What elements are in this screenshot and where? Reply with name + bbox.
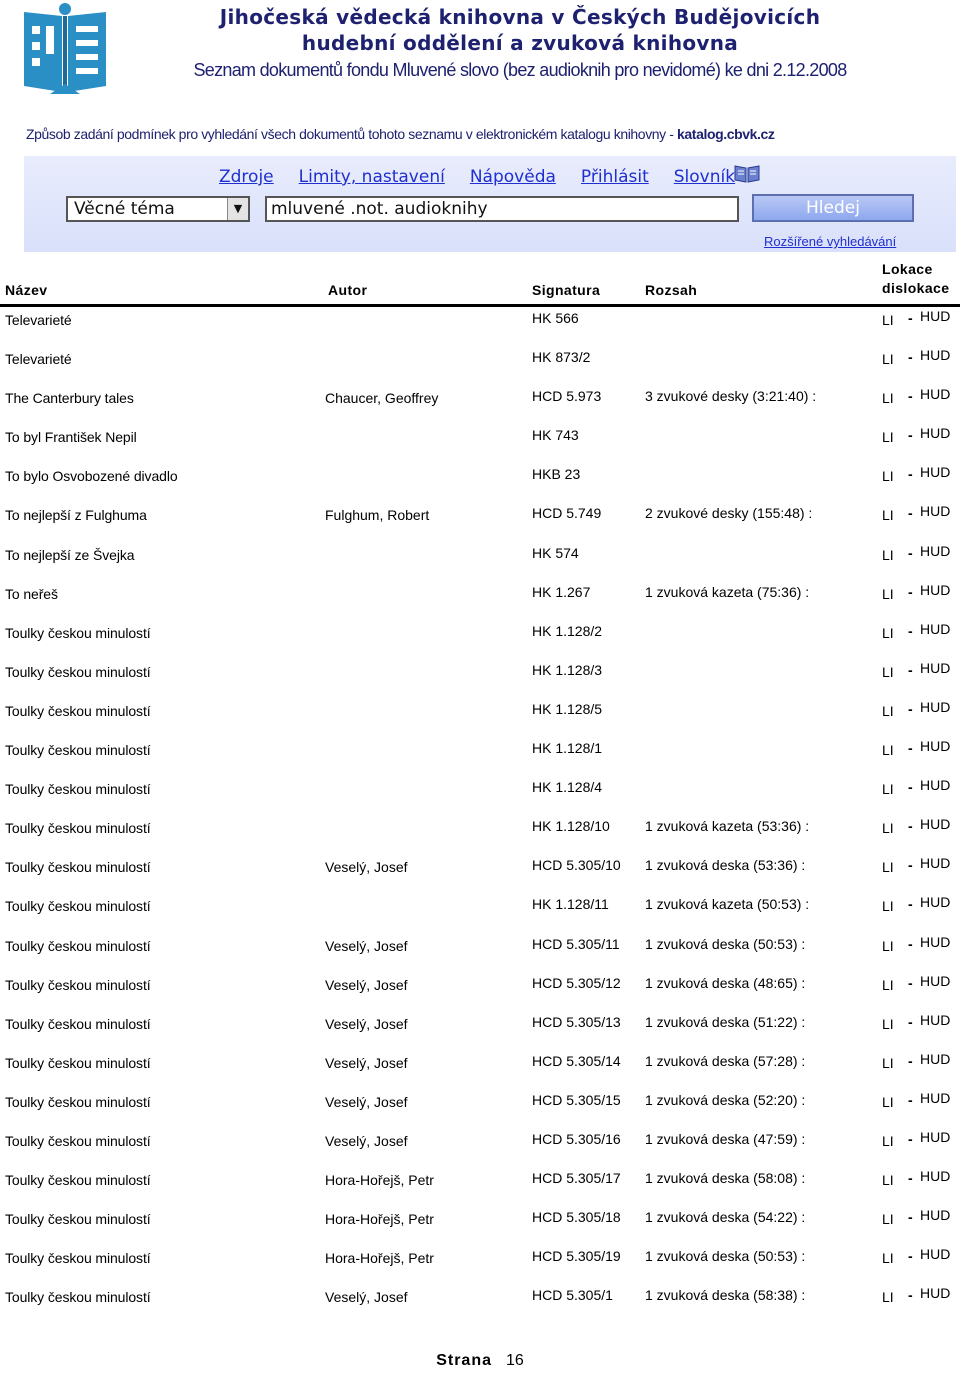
- column-header-author: Autor: [328, 282, 368, 298]
- cell-dislocation: HUD: [920, 698, 951, 715]
- cell-separator: -: [908, 427, 913, 444]
- cell-separator: -: [908, 700, 913, 717]
- cell-signature: HK 1.128/1: [532, 740, 603, 757]
- cell-author: Veselý, Josef: [325, 1132, 408, 1149]
- cell-name: Toulky českou minulostí: [5, 1093, 151, 1110]
- library-name: Jihočeská vědecká knihovna v Českých Budějovicích: [219, 5, 821, 29]
- cell-separator: -: [908, 740, 913, 757]
- cell-separator: -: [908, 935, 913, 952]
- table-row: [0, 779, 960, 818]
- table-row: [0, 1050, 960, 1092]
- cell-author: Hora-Hořejš, Petr: [325, 1250, 434, 1267]
- cell-name: Toulky českou minulostí: [5, 624, 151, 641]
- cell-signature: HCD 5.305/11: [532, 935, 620, 952]
- cell-location: LI: [882, 1093, 894, 1110]
- cell-name: Toulky českou minulostí: [5, 937, 151, 954]
- cell-author: Veselý, Josef: [325, 937, 408, 954]
- library-logo-icon: [20, 2, 110, 98]
- cell-signature: HCD 5.305/10: [532, 857, 621, 874]
- search-field-selected: Věcné téma: [74, 199, 175, 219]
- cell-separator: -: [908, 1091, 913, 1108]
- cell-separator: -: [908, 779, 913, 796]
- cell-name: Televarieté: [5, 312, 72, 328]
- cell-extent: 1 zvuková deska (54:22) :: [645, 1209, 806, 1226]
- catalog-nav: [219, 166, 755, 187]
- page-number: 16: [506, 1352, 524, 1369]
- cell-location: LI: [882, 820, 894, 837]
- cell-separator: -: [908, 818, 913, 835]
- cell-dislocation: HUD: [920, 620, 951, 637]
- cell-location: LI: [882, 898, 894, 915]
- cell-location: LI: [882, 937, 894, 954]
- cell-author: Veselý, Josef: [325, 976, 408, 993]
- cell-signature: HK 873/2: [532, 349, 591, 366]
- cell-extent: 1 zvuková deska (50:53) :: [645, 935, 806, 952]
- cell-separator: -: [908, 857, 913, 874]
- column-header-dislocation: dislokace: [882, 280, 950, 296]
- cell-dislocation: HUD: [920, 503, 951, 520]
- cell-location: LI: [882, 702, 894, 719]
- cell-location: LI: [882, 1054, 894, 1071]
- cell-dislocation: HUD: [920, 581, 951, 598]
- cell-location: LI: [882, 312, 894, 328]
- cell-dislocation: HUD: [920, 542, 951, 559]
- cell-name: Toulky českou minulostí: [5, 1054, 151, 1071]
- cell-signature: HK 574: [532, 544, 579, 561]
- cell-name: To byl František Nepil: [5, 429, 137, 446]
- cell-author: Veselý, Josef: [325, 1015, 408, 1032]
- cell-name: Toulky českou minulostí: [5, 820, 151, 837]
- cell-name: Toulky českou minulostí: [5, 663, 151, 680]
- cell-signature: HCD 5.305/15: [532, 1091, 621, 1108]
- cell-dislocation: HUD: [920, 464, 951, 481]
- cell-name: Toulky českou minulostí: [5, 1211, 151, 1228]
- table-row: [0, 972, 960, 1014]
- dictionary-book-icon[interactable]: [734, 163, 760, 183]
- cell-separator: -: [908, 505, 913, 522]
- cell-signature: HK 566: [532, 310, 579, 326]
- table-row: [0, 896, 960, 935]
- cell-name: Toulky českou minulostí: [5, 1132, 151, 1149]
- cell-signature: HK 1.128/10: [532, 818, 610, 835]
- cell-extent: 1 zvuková deska (48:65) :: [645, 974, 806, 991]
- cell-author: Veselý, Josef: [325, 1093, 408, 1110]
- cell-separator: -: [908, 1248, 913, 1265]
- search-hint: [26, 126, 956, 142]
- cell-dislocation: HUD: [920, 425, 951, 442]
- cell-name: To nejlepší ze Švejka: [5, 546, 135, 563]
- cell-extent: 3 zvukové desky (3:21:40) :: [645, 388, 817, 405]
- cell-location: LI: [882, 976, 894, 993]
- cell-signature: HK 1.128/3: [532, 661, 603, 678]
- chevron-down-icon[interactable]: ▼: [227, 198, 248, 220]
- cell-signature: HCD 5.305/14: [532, 1052, 621, 1069]
- cell-extent: 1 zvuková deska (58:38) :: [645, 1287, 806, 1304]
- cell-dislocation: HUD: [920, 972, 951, 989]
- cell-dislocation: HUD: [920, 1168, 951, 1185]
- cell-extent: 1 zvuková deska (51:22) :: [645, 1013, 806, 1030]
- nav-link-login[interactable]: Přihlásit: [580, 167, 649, 187]
- cell-separator: -: [908, 974, 913, 991]
- table-row: [0, 427, 960, 466]
- catalog-site: katalog.cbvk.cz: [677, 126, 775, 142]
- table-row: [0, 310, 960, 349]
- cell-author: Veselý, Josef: [325, 1054, 408, 1071]
- document-header: [120, 4, 920, 83]
- nav-link-help[interactable]: Nápověda: [469, 167, 556, 187]
- table-row: [0, 1089, 960, 1131]
- cell-location: LI: [882, 1250, 894, 1267]
- cell-dislocation: HUD: [920, 386, 951, 403]
- nav-link-sources[interactable]: Zdroje: [219, 167, 274, 187]
- cell-signature: HCD 5.305/17: [532, 1170, 621, 1187]
- cell-location: LI: [882, 624, 894, 641]
- cell-extent: 1 zvuková deska (53:36) :: [645, 857, 806, 874]
- cell-author: Veselý, Josef: [325, 1289, 408, 1306]
- list-title: Seznam dokumentů fondu Mluvené slovo (bez audioknih pro nevidomé) ke dni 2.12.2008: [193, 60, 847, 80]
- cell-separator: -: [908, 1287, 913, 1304]
- catalog-search-panel: [24, 156, 956, 252]
- cell-dislocation: HUD: [920, 1128, 951, 1145]
- cell-separator: -: [908, 466, 913, 483]
- cell-separator: -: [908, 661, 913, 678]
- cell-name: The Canterbury tales: [5, 390, 134, 407]
- table-row: [0, 466, 960, 505]
- column-header-extent: Rozsah: [645, 282, 698, 298]
- cell-extent: 1 zvuková kazeta (75:36) :: [645, 583, 810, 600]
- cell-author: Chaucer, Geoffrey: [325, 390, 439, 407]
- table-row: [0, 1248, 960, 1287]
- column-header-name: Název: [5, 282, 48, 298]
- cell-dislocation: HUD: [920, 777, 951, 794]
- cell-dislocation: HUD: [920, 347, 951, 364]
- cell-dislocation: HUD: [920, 1089, 951, 1106]
- cell-dislocation: HUD: [920, 738, 951, 755]
- cell-separator: -: [908, 622, 913, 639]
- cell-separator: -: [908, 1170, 913, 1187]
- cell-signature: HCD 5.305/16: [532, 1130, 621, 1147]
- table-row: [0, 388, 960, 427]
- table-row: [0, 620, 960, 662]
- cell-signature: HK 743: [532, 427, 579, 444]
- cell-signature: HK 1.128/4: [532, 779, 603, 796]
- cell-separator: -: [908, 388, 913, 405]
- cell-separator: -: [908, 310, 913, 326]
- cell-location: LI: [882, 859, 894, 876]
- cell-extent: 2 zvukové desky (155:48) :: [645, 505, 813, 522]
- department-name: hudební oddělení a zvuková knihovna: [301, 31, 739, 55]
- cell-name: Toulky českou minulostí: [5, 859, 151, 876]
- cell-signature: HCD 5.749: [532, 505, 602, 522]
- column-header-signature: Signatura: [532, 282, 601, 298]
- cell-name: To bylo Osvobozené divadlo: [5, 468, 178, 485]
- table-row: [0, 933, 960, 975]
- table-row: [0, 542, 960, 584]
- cell-signature: HCD 5.305/13: [532, 1013, 621, 1030]
- table-row: [0, 1170, 960, 1209]
- cell-dislocation: HUD: [920, 1285, 951, 1302]
- cell-location: LI: [882, 546, 894, 563]
- cell-location: LI: [882, 742, 894, 759]
- cell-separator: -: [908, 1013, 913, 1030]
- cell-author: Hora-Hořejš, Petr: [325, 1172, 434, 1189]
- cell-name: Televarieté: [5, 351, 72, 368]
- cell-signature: HK 1.267: [532, 583, 591, 600]
- search-query-input[interactable]: mluvené .not. audioknihy: [265, 196, 739, 222]
- cell-extent: 1 zvuková deska (52:20) :: [645, 1091, 806, 1108]
- cell-name: To nejlepší z Fulghuma: [5, 507, 147, 524]
- cell-dislocation: HUD: [920, 894, 951, 911]
- cell-signature: HKB 23: [532, 466, 581, 483]
- cell-author: Hora-Hořejš, Petr: [325, 1211, 434, 1228]
- cell-dislocation: HUD: [920, 1207, 951, 1224]
- cell-signature: HK 1.128/11: [532, 896, 609, 913]
- cell-dislocation: HUD: [920, 816, 951, 833]
- cell-location: LI: [882, 1132, 894, 1149]
- page-footer: [0, 1352, 960, 1370]
- cell-name: Toulky českou minulostí: [5, 1015, 151, 1032]
- cell-signature: HK 1.128/5: [532, 700, 603, 717]
- cell-location: LI: [882, 1211, 894, 1228]
- cell-location: LI: [882, 429, 894, 446]
- cell-signature: HCD 5.973: [532, 388, 602, 405]
- table-row: [0, 1209, 960, 1248]
- cell-name: Toulky českou minulostí: [5, 898, 151, 915]
- cell-location: LI: [882, 781, 894, 798]
- cell-author: Fulghum, Robert: [325, 507, 430, 524]
- cell-location: LI: [882, 663, 894, 680]
- cell-author: Veselý, Josef: [325, 859, 408, 876]
- cell-location: LI: [882, 585, 894, 602]
- cell-extent: 1 zvuková deska (47:59) :: [645, 1130, 806, 1147]
- cell-separator: -: [908, 1052, 913, 1069]
- cell-separator: -: [908, 1130, 913, 1147]
- cell-location: LI: [882, 351, 894, 368]
- cell-extent: 1 zvuková deska (50:53) :: [645, 1248, 806, 1265]
- table-row: [0, 659, 960, 701]
- cell-separator: -: [908, 349, 913, 366]
- table-row: [0, 505, 960, 544]
- cell-name: Toulky českou minulostí: [5, 1289, 151, 1306]
- cell-extent: 1 zvuková kazeta (50:53) :: [645, 896, 810, 913]
- cell-name: Toulky českou minulostí: [5, 976, 151, 993]
- cell-name: Toulky českou minulostí: [5, 1250, 151, 1267]
- cell-signature: HCD 5.305/18: [532, 1209, 621, 1226]
- cell-location: LI: [882, 507, 894, 524]
- column-header-location: Lokace: [882, 261, 933, 277]
- table-row: [0, 1011, 960, 1053]
- cell-location: LI: [882, 1015, 894, 1032]
- cell-location: LI: [882, 390, 894, 407]
- cell-extent: 1 zvuková deska (57:28) :: [645, 1052, 806, 1069]
- document-list: [0, 310, 960, 1326]
- cell-signature: HCD 5.305/12: [532, 974, 621, 991]
- cell-name: Toulky českou minulostí: [5, 742, 151, 759]
- table-row: [0, 349, 960, 388]
- table-row: [0, 581, 960, 623]
- nav-link-dictionary[interactable]: Slovník: [673, 167, 736, 187]
- nav-link-limits[interactable]: Limity, nastavení: [298, 167, 445, 187]
- header-rule: [0, 304, 960, 307]
- cell-dislocation: HUD: [920, 855, 951, 872]
- advanced-search-link[interactable]: Rozšířené vyhledávání: [764, 234, 897, 249]
- table-header: [0, 256, 960, 304]
- cell-name: Toulky českou minulostí: [5, 781, 151, 798]
- search-button[interactable]: Hledej: [752, 194, 914, 222]
- cell-signature: HCD 5.305/1: [532, 1287, 613, 1304]
- cell-separator: -: [908, 1209, 913, 1226]
- cell-dislocation: HUD: [920, 308, 951, 324]
- cell-dislocation: HUD: [920, 1011, 951, 1028]
- page-label: Strana: [436, 1352, 492, 1369]
- table-row: [0, 698, 960, 740]
- cell-dislocation: HUD: [920, 659, 951, 676]
- cell-separator: -: [908, 544, 913, 561]
- search-hint-text: Způsob zadání podmínek pro vyhledání všech dokumentů tohoto seznamu v elektronickém katalogu knihovny -: [26, 126, 678, 142]
- table-row: [0, 857, 960, 896]
- cell-extent: 1 zvuková kazeta (53:36) :: [645, 818, 810, 835]
- cell-signature: HK 1.128/2: [532, 622, 603, 639]
- table-row: [0, 818, 960, 857]
- search-field-select[interactable]: [66, 196, 250, 222]
- cell-extent: 1 zvuková deska (58:08) :: [645, 1170, 806, 1187]
- table-row: [0, 1128, 960, 1170]
- cell-dislocation: HUD: [920, 933, 951, 950]
- cell-location: LI: [882, 1289, 894, 1306]
- cell-name: Toulky českou minulostí: [5, 1172, 151, 1189]
- table-row: [0, 1287, 960, 1326]
- cell-location: LI: [882, 1172, 894, 1189]
- cell-name: To neřeš: [5, 585, 58, 602]
- cell-name: Toulky českou minulostí: [5, 702, 151, 719]
- cell-dislocation: HUD: [920, 1050, 951, 1067]
- cell-dislocation: HUD: [920, 1246, 951, 1263]
- cell-separator: -: [908, 896, 913, 913]
- table-row: [0, 740, 960, 779]
- cell-signature: HCD 5.305/19: [532, 1248, 621, 1265]
- cell-separator: -: [908, 583, 913, 600]
- cell-location: LI: [882, 468, 894, 485]
